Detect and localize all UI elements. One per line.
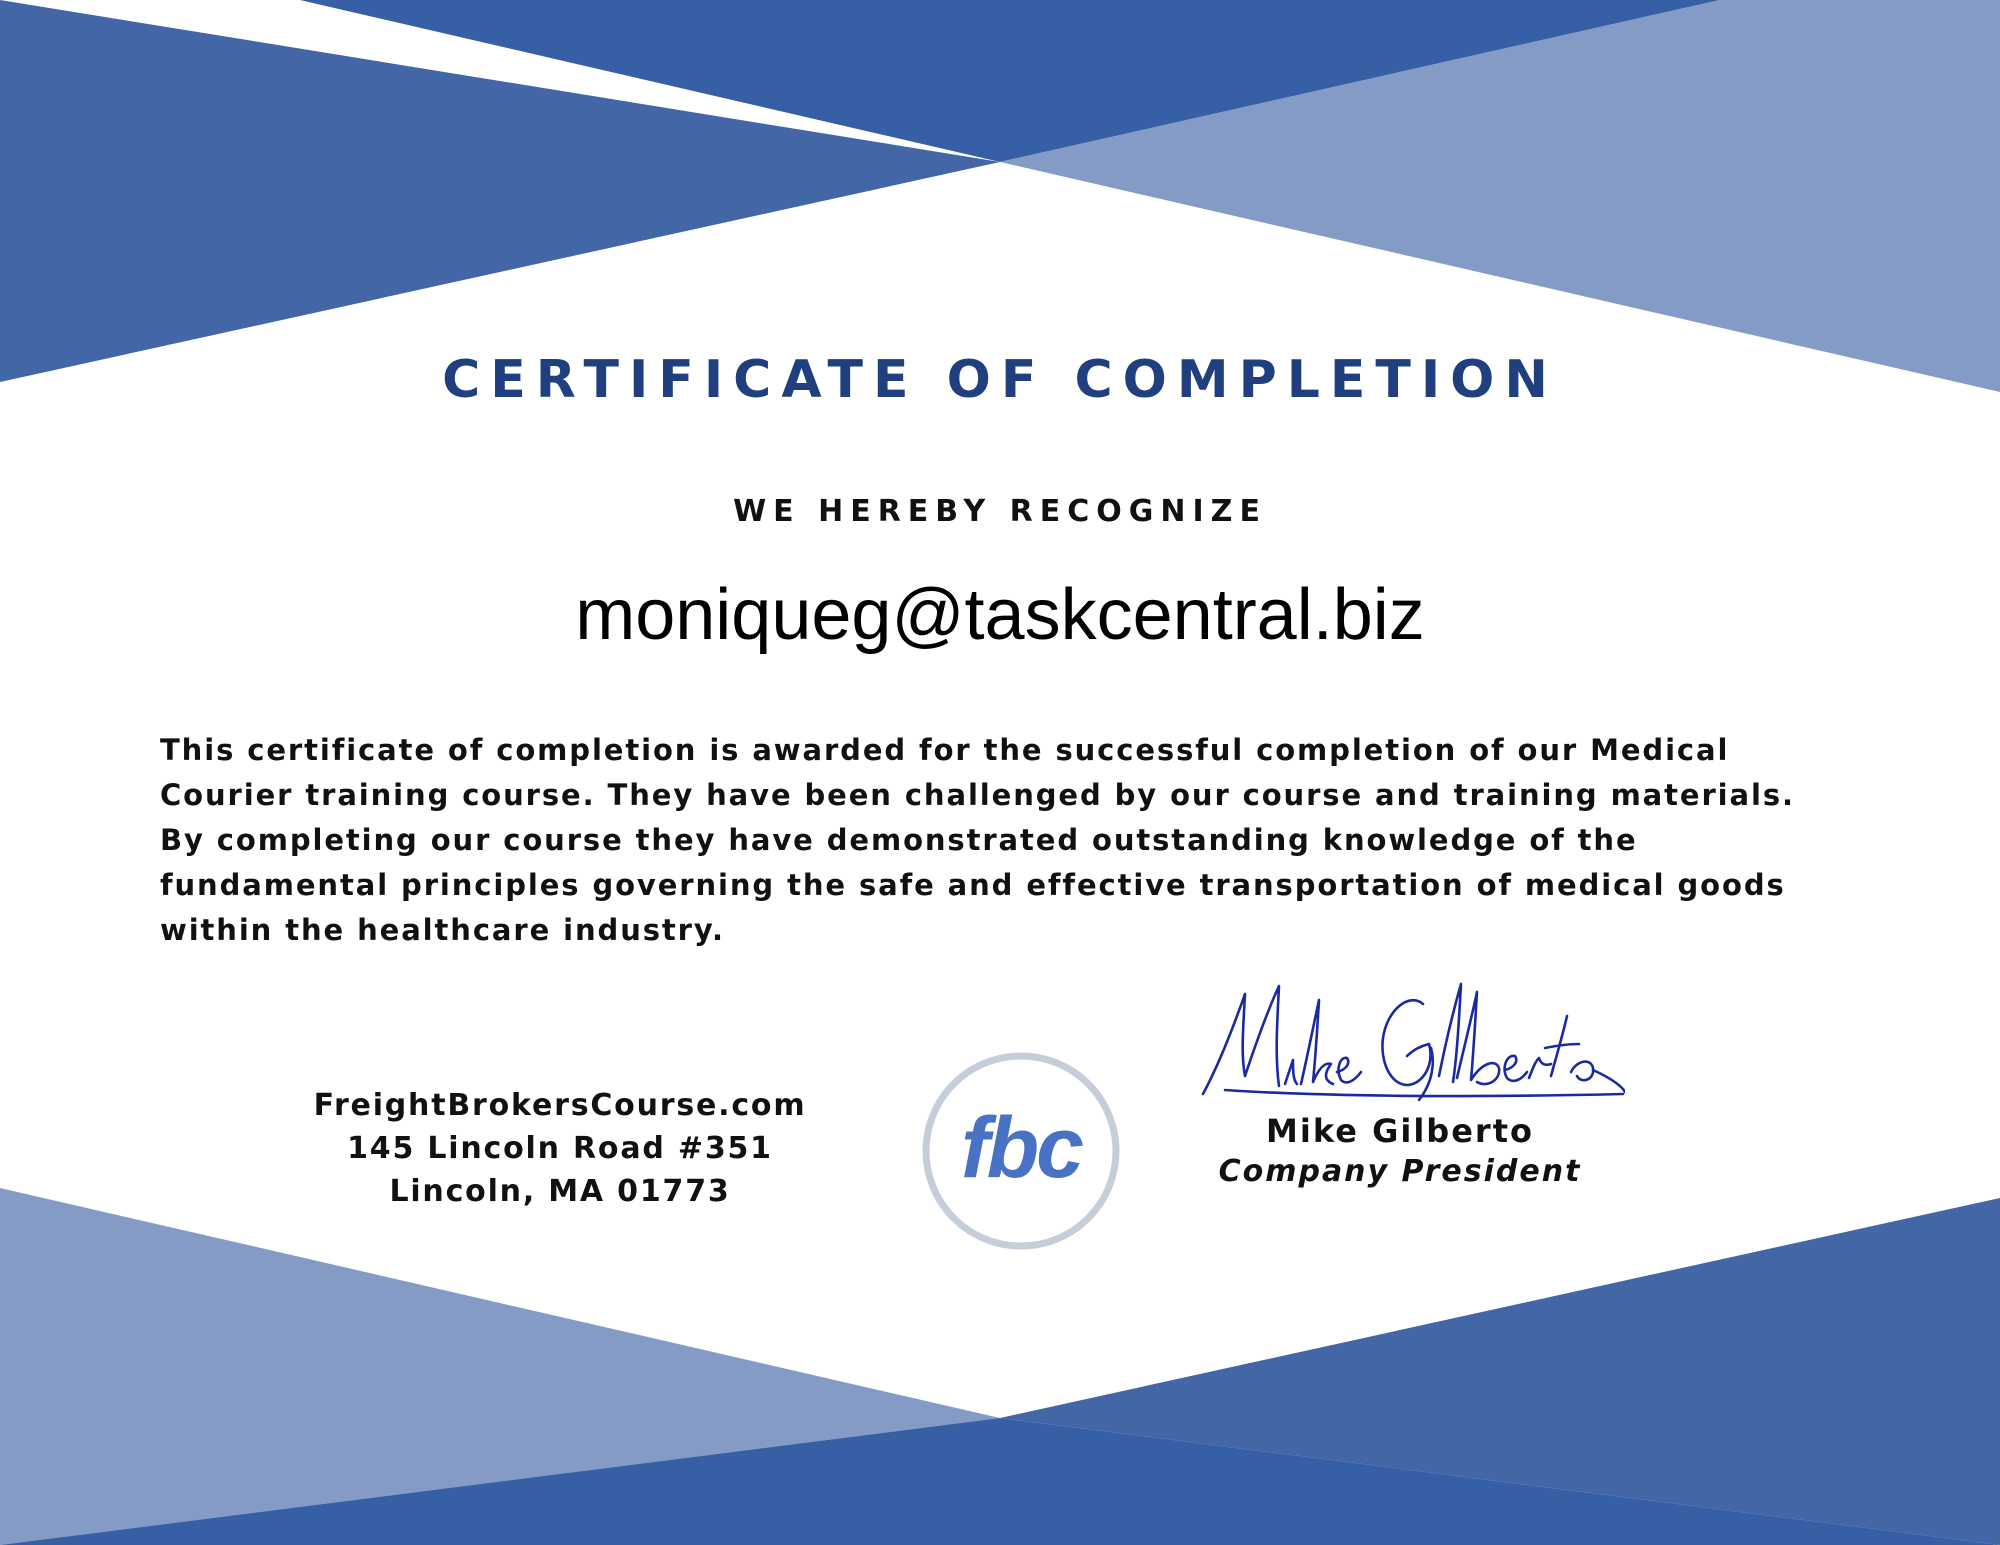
company-website: FreightBrokersCourse.com [313, 1088, 807, 1123]
signatory-block [1150, 1108, 1650, 1190]
certificate-body-text: This certificate of completion is awarded for the successful completion of our Medical Courier training course. They have been challenged by our course and training materials. By completing our course they have demonstrated outstanding knowledge of the fundamental principles governing the safe and effective transportation of medical goods within the healthcare industry. [160, 733, 1795, 947]
certificate-subtitle: WE HEREBY RECOGNIZE [733, 494, 1267, 529]
fbc-logo-icon [921, 1051, 1121, 1251]
recipient-name: moniqueg@taskcentral.biz [575, 575, 1425, 655]
signatory-role: Company President [1218, 1154, 1582, 1189]
company-street: 145 Lincoln Road #351 [347, 1131, 773, 1166]
signatory-name: Mike Gilberto [1266, 1112, 1534, 1150]
logo-text: fbc [961, 1100, 1081, 1196]
certificate-title: CERTIFICATE OF COMPLETION [442, 350, 1558, 410]
handwritten-signature [1195, 972, 1625, 1112]
company-city: Lincoln, MA 01773 [389, 1174, 731, 1209]
company-address [260, 1084, 860, 1213]
